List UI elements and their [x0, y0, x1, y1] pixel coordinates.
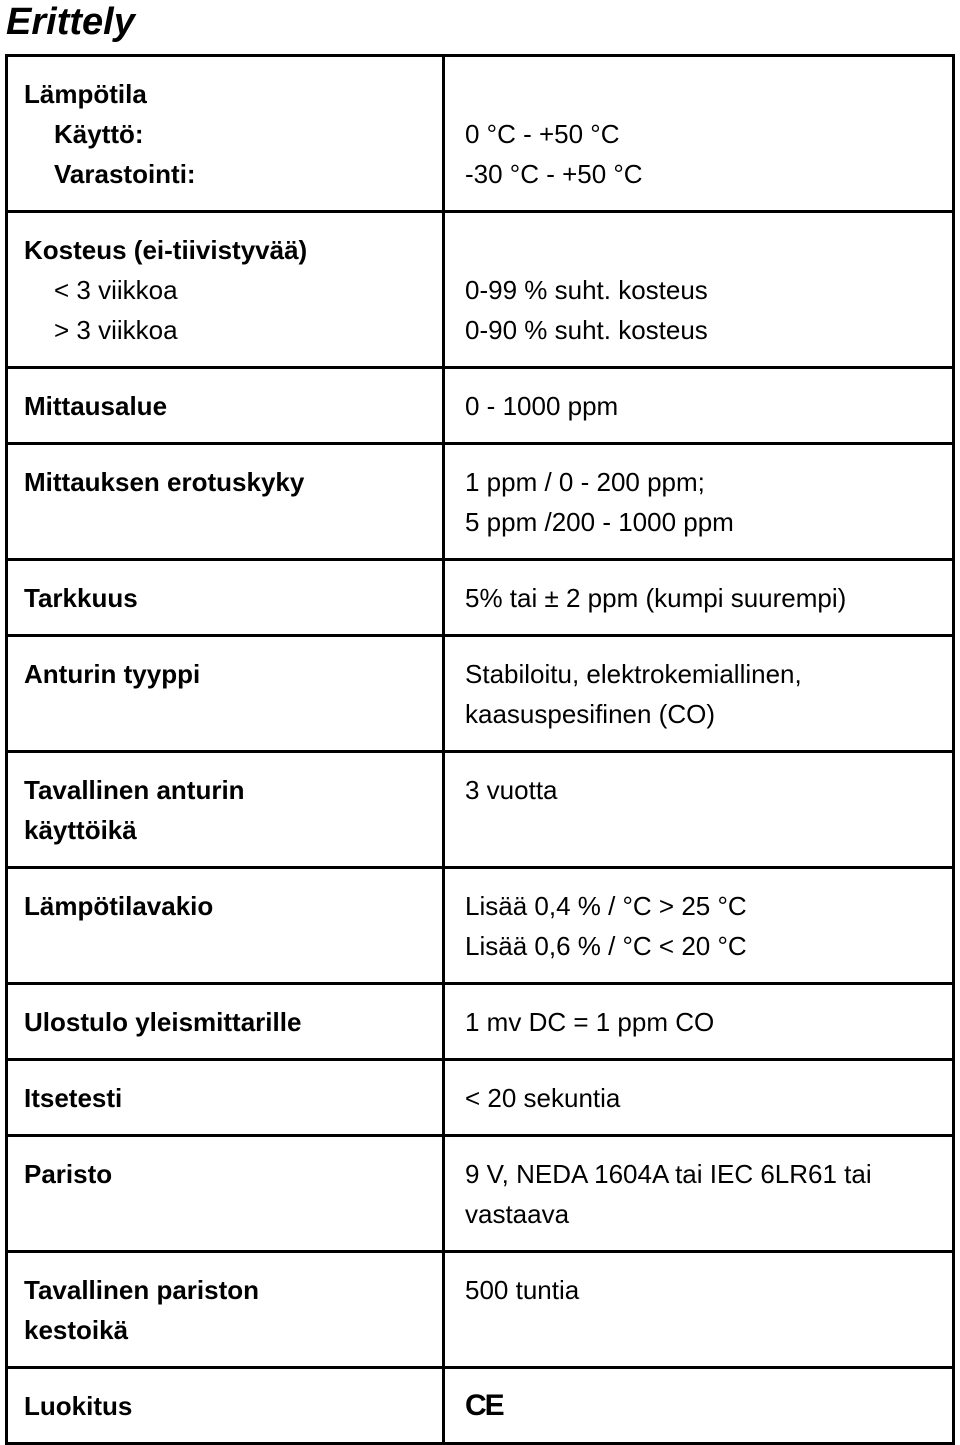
spec-value-line: 5 ppm /200 - 1000 ppm [465, 507, 734, 537]
spec-label-line: Luokitus [24, 1391, 133, 1421]
spec-label-line: Itsetesti [24, 1083, 123, 1113]
spec-sub-label: Käyttö: [54, 119, 144, 149]
spec-value-line [465, 230, 952, 270]
spec-label [7, 368, 444, 444]
spec-value-line: 1 mv DC = 1 ppm CO [465, 1007, 715, 1037]
spec-value [444, 56, 954, 212]
spec-label-line: Kosteus (ei-tiivistyvää) [24, 235, 308, 265]
table-row [7, 212, 954, 368]
spec-label-line: käyttöikä [24, 815, 137, 845]
spec-label-line: Mittauksen erotuskyky [24, 467, 305, 497]
spec-sub-label: Varastointi: [54, 159, 196, 189]
table-row [7, 1060, 954, 1136]
spec-label-line: Tarkkuus [24, 583, 138, 613]
spec-value [444, 984, 954, 1060]
spec-label-line: Mittausalue [24, 391, 168, 421]
spec-value-line: < 20 sekuntia [465, 1083, 621, 1113]
spec-value [444, 636, 954, 752]
spec-label [7, 868, 444, 984]
table-row [7, 368, 954, 444]
spec-label [7, 752, 444, 868]
spec-value [444, 1060, 954, 1136]
table-row [7, 868, 954, 984]
spec-value-line: 0-90 % suht. kosteus [465, 315, 708, 345]
spec-label-line: Anturin tyyppi [24, 659, 201, 689]
spec-value-line [465, 74, 952, 114]
table-row [7, 1136, 954, 1252]
spec-label-line: Tavallinen pariston [24, 1275, 260, 1305]
spec-label [7, 444, 444, 560]
spec-label [7, 212, 444, 368]
table-row [7, 1252, 954, 1368]
spec-label [7, 56, 444, 212]
spec-value-line: vastaava [465, 1199, 570, 1229]
table-row [7, 752, 954, 868]
spec-value-line: 0 °C - +50 °C [465, 119, 620, 149]
spec-value [444, 212, 954, 368]
spec-label-line: Lämpötilavakio [24, 891, 214, 921]
table-row [7, 984, 954, 1060]
spec-value-line: 3 vuotta [465, 775, 558, 805]
spec-sub-label: < 3 viikkoa [54, 275, 178, 305]
spec-value [444, 868, 954, 984]
spec-table [5, 54, 955, 1445]
spec-label [7, 1368, 444, 1444]
spec-label [7, 560, 444, 636]
table-row [7, 1368, 954, 1444]
spec-value-line: 500 tuntia [465, 1275, 580, 1305]
table-row [7, 560, 954, 636]
spec-sub-label: > 3 viikkoa [54, 315, 178, 345]
spec-value-line: kaasuspesifinen (CO) [465, 699, 715, 729]
spec-value-line: 0 - 1000 ppm [465, 391, 619, 421]
spec-label [7, 636, 444, 752]
spec-value-line: 0-99 % suht. kosteus [465, 275, 708, 305]
spec-value-line: Stabiloitu, elektrokemiallinen, [465, 659, 802, 689]
spec-label-line: Lämpötila [24, 79, 147, 109]
table-row [7, 444, 954, 560]
spec-value-line: 5% tai ± 2 ppm (kumpi suurempi) [465, 583, 847, 613]
spec-value-line: -30 °C - +50 °C [465, 159, 643, 189]
spec-value [444, 752, 954, 868]
table-row [7, 636, 954, 752]
table-row [7, 56, 954, 212]
spec-value-line: Lisää 0,6 % / °C < 20 °C [465, 931, 747, 961]
spec-label-line: Paristo [24, 1159, 113, 1189]
spec-label [7, 1060, 444, 1136]
spec-value [444, 1368, 954, 1444]
page-title: Erittely [6, 1, 135, 43]
spec-label [7, 1136, 444, 1252]
spec-value [444, 1136, 954, 1252]
spec-value [444, 368, 954, 444]
spec-value-line: Lisää 0,4 % / °C > 25 °C [465, 891, 747, 921]
spec-label-line: Ulostulo yleismittarille [24, 1007, 302, 1037]
spec-label [7, 984, 444, 1060]
spec-value-line: 9 V, NEDA 1604A tai IEC 6LR61 tai [465, 1159, 872, 1189]
spec-value [444, 1252, 954, 1368]
spec-value-line: 1 ppm / 0 - 200 ppm; [465, 467, 705, 497]
spec-label-line: Tavallinen anturin [24, 775, 245, 805]
spec-label-line: kestoikä [24, 1315, 129, 1345]
ce-mark-icon: CE [465, 1389, 503, 1422]
spec-value [444, 560, 954, 636]
spec-value [444, 444, 954, 560]
spec-label [7, 1252, 444, 1368]
